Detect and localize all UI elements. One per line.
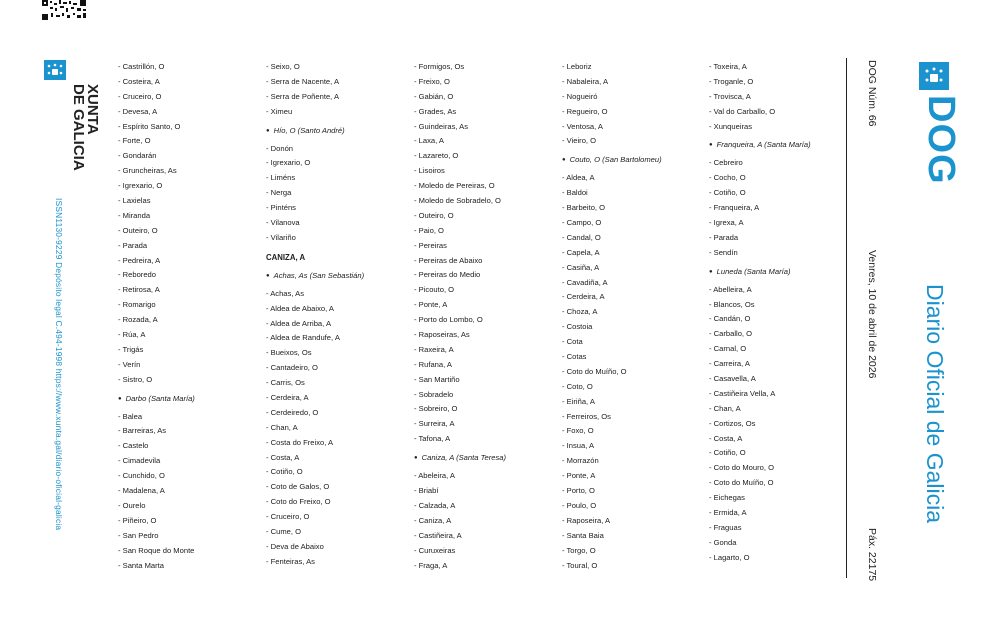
place-name: - Raxeira, A [414,344,454,354]
place-name: - Aldea de Abaixo, A [266,303,334,313]
place-name: - Pinténs [266,203,296,213]
issue-date: Venres, 10 de abril de 2026 [866,250,878,379]
place-name: - Espírito Santo, O [118,121,181,131]
place-name: - Reboredo [118,270,156,280]
place-name: - Cerdeira, A [266,393,309,403]
place-name: - Retirosa, A [118,285,160,295]
place-name: - Cocho, O [709,173,746,183]
place-name: - Balea [118,411,143,421]
column-5 [709,60,854,566]
place-name: - Coto do Muíño, O [562,366,627,376]
place-name: - Gonda [709,537,737,547]
place-name: - Serra de Poñente, A [266,91,340,101]
place-name: - Regueiro, O [562,106,608,116]
place-name: - Donón [266,143,294,153]
place-name: - Laxielas [118,196,151,206]
parish-heading: ● Achas, As (San Sebastián) [266,268,411,283]
parish-heading: ● Franqueira, A (Santa María) [709,137,854,152]
issue-number: DOG Núm. 66 [866,60,878,127]
place-name: - Eichegas [709,493,745,503]
place-name: - Deva de Abaixo [266,541,324,551]
parish-heading: ● Caniza, A (Santa Teresa) [414,450,559,465]
place-name: - Aldea de Randufe, A [266,333,340,343]
place-name: - Lazareto, O [414,151,459,161]
place-name: - Gondarán [118,151,157,161]
place-name: - Cantadeiro, O [266,363,318,373]
place-name: - Casiña, A [562,262,600,272]
parish-heading: ● Couto, O (San Bartolomeu) [562,152,707,167]
place-name: - Formigos, Os [414,62,465,71]
place-name: - Vilariño [266,232,296,242]
place-name: - Parada [709,232,739,242]
place-name: - Seixo, O [266,62,300,71]
publication-info: ISSN1130-9229 Depósito legal C.494-1998 https://www.xunta.gal/diario-oficial-galicia [54,198,64,531]
place-name: - Cotas [562,352,587,362]
place-name: - Costa do Freixo, A [266,437,334,447]
place-name: - Bueixos, Os [266,348,312,358]
place-name: - Pedreira, A [118,255,161,265]
place-name: - Toural, O [562,560,598,570]
place-name: - Fenteiras, As [266,556,315,566]
place-name: - Cruceiro, O [118,91,162,101]
place-name: - Coto do Freixo, O [266,497,331,507]
place-name: - Carballo, O [709,329,753,339]
place-name: - Cortizos, Os [709,418,756,428]
place-name: - Sistro, O [118,374,153,384]
xunta-line2: DE GALICIA [70,84,87,171]
place-name: - Romarigo [118,300,156,310]
place-name: - Coto do Muíño, O [709,478,774,488]
place-name: - Ponte, A [562,471,596,481]
place-name: - Lisoiros [414,166,445,176]
place-name: - Santa Marta [118,560,165,570]
place-name: - Sendín [709,247,738,257]
place-name: - Tafona, A [414,434,451,444]
place-name: - Fraga, A [414,560,448,570]
place-name: - Cerdeiredo, O [266,407,319,417]
place-name: - Outeiro, O [118,225,158,235]
place-name: - Castrillón, O [118,62,165,71]
xunta-name [71,84,99,171]
place-name: - Aldea, A [562,173,595,183]
place-name: - Cunchido, O [118,471,165,481]
place-name: - Serra de Nacente, A [266,76,340,86]
place-name: - Costoia [562,322,593,332]
place-name: - Cavadiña, A [562,277,608,287]
dog-shield-icon [919,62,949,90]
place-name: - Nogueiró [562,91,598,101]
place-name: - Castelo [118,441,149,451]
place-name: - Carnal, O [709,344,747,354]
column-2 [266,60,411,570]
place-name: - Trigás [118,344,144,354]
place-name: - Guindeiras, As [414,121,469,131]
place-name: - Cume, O [266,527,302,537]
place-name: - Parada [118,240,148,250]
place-name: - Baldoi [562,188,588,198]
place-name: - Ventosa, A [562,121,603,131]
place-name: - Calzada, A [414,500,456,510]
place-name: - Cotiño, O [709,188,746,198]
dog-logo: DOG [920,95,962,185]
place-name: - Laxa, A [414,136,444,146]
place-name: - Madalena, A [118,486,165,496]
place-name: - Achas, As [266,288,304,298]
place-name: - Raposeira, A [562,515,611,525]
place-name: - Abelleira, A [709,284,752,294]
xunta-logo-icon [44,60,66,80]
place-name: - Grades, As [414,106,457,116]
place-name: - Ermida, A [709,508,747,518]
place-name: - Cotiño, O [709,448,746,458]
parish-heading: ● Darbo (Santa María) [118,391,263,406]
place-name: - Coto de Galos, O [266,482,330,492]
place-name: - Igrexario, O [266,158,311,168]
place-name: - Foxo, O [562,426,594,436]
place-name: - Pereiras de Abaixo [414,255,483,265]
place-name: - Ximeu [266,106,293,116]
place-name: - Gruncheiras, As [118,166,177,176]
page-number: Páx. 22175 [866,528,878,582]
place-name: - Igrexario, O [118,181,163,191]
place-name: - Barbeito, O [562,203,606,213]
place-name: - Ferreiros, Os [562,411,611,421]
place-name: - Sobradelo [414,389,454,399]
place-name: - Sobreiro, O [414,404,458,414]
place-name: - Abeleira, A [414,471,455,481]
place-name: - Devesa, A [118,106,158,116]
place-name: - San Roque do Monte [118,545,195,555]
place-name: - Piñeiro, O [118,515,157,525]
place-name: - Costa, A [709,433,743,443]
place-name: - Cerdeira, A [562,292,605,302]
place-name: - Vieiro, O [562,136,597,146]
header-divider [846,58,847,578]
place-name: - Candán, O [709,314,751,324]
place-name: - Cruceiro, O [266,512,310,522]
place-name: - Franqueira, A [709,203,760,213]
place-name: - Gabián, O [414,91,454,101]
place-name: - Coto do Mouro, O [709,463,774,473]
parish-heading: ● Hío, O (Santo André) [266,123,411,138]
place-name: - Costeira, A [118,76,160,86]
place-name: - Igrexa, A [709,218,744,228]
place-name: - Toxeira, A [709,62,747,71]
place-name: - Barreiras, As [118,426,167,436]
place-name: - Choza, A [562,307,598,317]
place-name: - Ourelo [118,500,146,510]
place-name: - Ponte, A [414,300,448,310]
place-name: - Santa Baia [562,530,604,540]
place-name: - Blancos, Os [709,299,755,309]
place-name: - Carris, Os [266,378,305,388]
place-name: - Miranda [118,210,151,220]
place-name: - Surreira, A [414,419,455,429]
place-name: - Forte, O [118,136,151,146]
place-name: - Briabí [414,486,439,496]
place-name: - Rufana, A [414,359,452,369]
place-name: - Pereiras do Medio [414,270,481,280]
place-name: - Curuxeiras [414,545,456,555]
place-name: - San Pedro [118,530,159,540]
column-1 [118,60,263,573]
municipality-heading: CANIZA, A [266,252,306,262]
place-name: - Cimadevila [118,456,161,466]
place-name: - San Martiño [414,374,460,384]
place-name: - Moledo de Pereiras, O [414,181,495,191]
place-name: - Morrazón [562,456,599,466]
place-name: - Outeiro, O [414,210,454,220]
place-name: - Carreira, A [709,359,750,369]
place-name: - Verín [118,359,141,369]
place-name: - Coto, O [562,381,593,391]
parish-heading: ● Luneda (Santa María) [709,264,854,279]
place-name: - Casavella, A [709,374,756,384]
place-name: - Capela, A [562,247,600,257]
place-name: - Freixo, O [414,76,450,86]
place-name: - Campo, O [562,218,602,228]
place-name: - Fraguas [709,522,742,532]
place-name: - Leboriz [562,62,592,71]
place-name: - Troganle, O [709,76,754,86]
place-name: - Chan, A [266,422,298,432]
place-name: - Lagarto, O [709,552,750,562]
column-3 [414,60,559,573]
place-name: - Cebreiro [709,158,743,168]
column-4 [562,60,707,573]
xunta-line1: XUNTA [84,84,101,135]
place-name: - Pereiras [414,240,447,250]
place-name: - Castiñeira Vella, A [709,388,776,398]
place-name: - Vilanova [266,218,300,228]
place-name: - Eiriña, A [562,396,595,406]
qr-code-icon [42,0,88,20]
place-name: - Insua, A [562,441,595,451]
place-name: - Porto do Lombo, O [414,315,483,325]
place-name: - Moledo de Sobradelo, O [414,196,501,206]
place-name: - Trovisca, A [709,91,751,101]
place-name: - Candal, O [562,232,601,242]
place-name: - Rozada, A [118,315,158,325]
place-name: - Cotiño, O [266,467,303,477]
place-name: - Nabaleira, A [562,76,609,86]
place-name: - Aldea de Arriba, A [266,318,332,328]
publication-title: Diario Oficial de Galicia [922,284,948,524]
place-name: - Xunqueiras [709,121,753,131]
place-name: - Val do Carballo, O [709,106,776,116]
place-name: - Cota [562,337,583,347]
place-name: - Castiñeira, A [414,530,462,540]
place-name: - Chan, A [709,403,741,413]
place-name: - Poulo, O [562,500,597,510]
place-name: - Costa, A [266,452,300,462]
place-name: - Raposeiras, As [414,330,470,340]
place-name: - Rúa, A [118,330,146,340]
place-name: - Liméns [266,173,296,183]
place-name: - Caniza, A [414,515,452,525]
place-name: - Paio, O [414,225,444,235]
place-name: - Picouto, O [414,285,455,295]
place-name: - Nerga [266,188,292,198]
place-name: - Porto, O [562,486,595,496]
place-name: - Torgo, O [562,545,596,555]
